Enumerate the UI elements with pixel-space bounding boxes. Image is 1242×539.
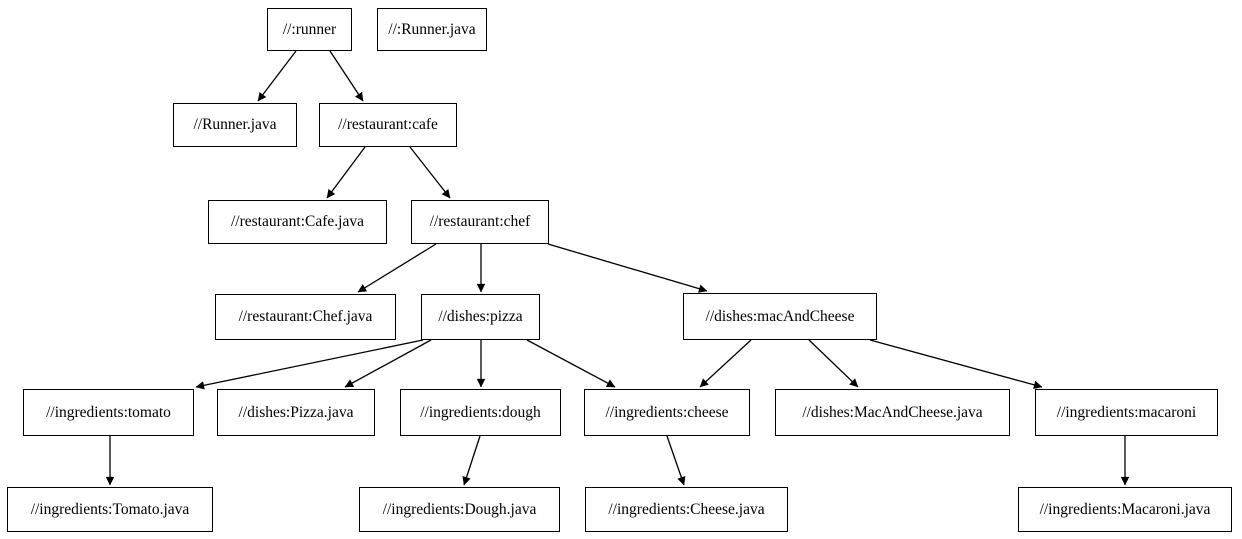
graph-node-label: //dishes:macAndCheese xyxy=(705,307,855,325)
graph-node-runner-java-src xyxy=(377,8,487,51)
graph-edge-mac-and-cheese-to-macaroni xyxy=(870,340,1042,387)
graph-edge-mac-and-cheese-to-cheese xyxy=(700,340,751,387)
graph-node-runner-java xyxy=(173,103,297,147)
graph-node-macaroni-java xyxy=(1018,487,1232,532)
graph-node-mac-and-cheese-java xyxy=(775,389,1010,436)
graph-node-chef-java xyxy=(215,294,396,340)
graph-node-label: //Runner.java xyxy=(193,116,277,133)
graph-node-label: //restaurant:Cafe.java xyxy=(231,213,364,230)
graph-edge-pizza-to-cheese xyxy=(527,340,615,387)
graph-node-tomato-java xyxy=(7,487,213,532)
graph-node-dough-java xyxy=(359,487,560,532)
graph-node-runner xyxy=(267,8,352,51)
graph-edge-runner-to-cafe xyxy=(330,51,363,101)
graph-edge-runner-to-runner-java xyxy=(258,51,296,101)
graph-node-cheese-java xyxy=(585,487,788,532)
graph-edge-chef-to-chef-java xyxy=(358,244,436,292)
graph-node-macaroni xyxy=(1035,389,1218,436)
graph-node-cafe xyxy=(319,103,457,147)
graph-node-dough xyxy=(400,389,561,436)
graph-node-cheese xyxy=(584,389,750,436)
graph-node-label: //ingredients:Tomato.java xyxy=(30,500,190,518)
graph-node-label: //dishes:Pizza.java xyxy=(238,403,354,421)
graph-edge-cafe-to-cafe-java xyxy=(327,147,365,198)
graph-node-chef xyxy=(411,200,549,244)
graph-node-label: //restaurant:cafe xyxy=(338,116,438,133)
graph-node-label: //dishes:pizza xyxy=(438,308,523,325)
graph-node-label: //:Runner.java xyxy=(388,20,476,38)
graph-node-label: //ingredients:dough xyxy=(420,403,541,421)
graph-node-label: //ingredients:tomato xyxy=(46,403,171,421)
graph-node-cafe-java xyxy=(208,200,387,244)
graph-node-label: //restaurant:chef xyxy=(429,213,531,230)
graph-node-label: //dishes:MacAndCheese.java xyxy=(802,403,983,421)
graph-node-label: //ingredients:macaroni xyxy=(1056,403,1197,421)
graph-edge-mac-and-cheese-to-mac-and-cheese-java xyxy=(809,340,858,387)
graph-edge-cheese-to-cheese-java xyxy=(667,436,684,485)
graph-node-label: //ingredients:cheese xyxy=(605,403,729,421)
graph-node-label: //ingredients:Cheese.java xyxy=(608,500,765,518)
graph-edge-dough-to-dough-java xyxy=(464,436,480,485)
graph-node-tomato xyxy=(23,389,194,436)
graph-node-pizza xyxy=(421,294,540,340)
graph-node-mac-and-cheese xyxy=(683,293,877,340)
graph-node-label: //ingredients:Macaroni.java xyxy=(1039,500,1211,518)
graph-edge-pizza-to-tomato xyxy=(196,340,423,387)
graph-node-label: //ingredients:Dough.java xyxy=(382,500,537,518)
graph-edge-cafe-to-chef xyxy=(410,147,450,198)
graph-node-pizza-java xyxy=(217,389,375,436)
graph-edge-chef-to-mac-and-cheese xyxy=(548,244,707,291)
graph-node-label: //restaurant:Chef.java xyxy=(238,308,373,325)
graph-node-label: //:runner xyxy=(282,20,337,38)
graph-edge-pizza-to-pizza-java xyxy=(345,340,431,387)
